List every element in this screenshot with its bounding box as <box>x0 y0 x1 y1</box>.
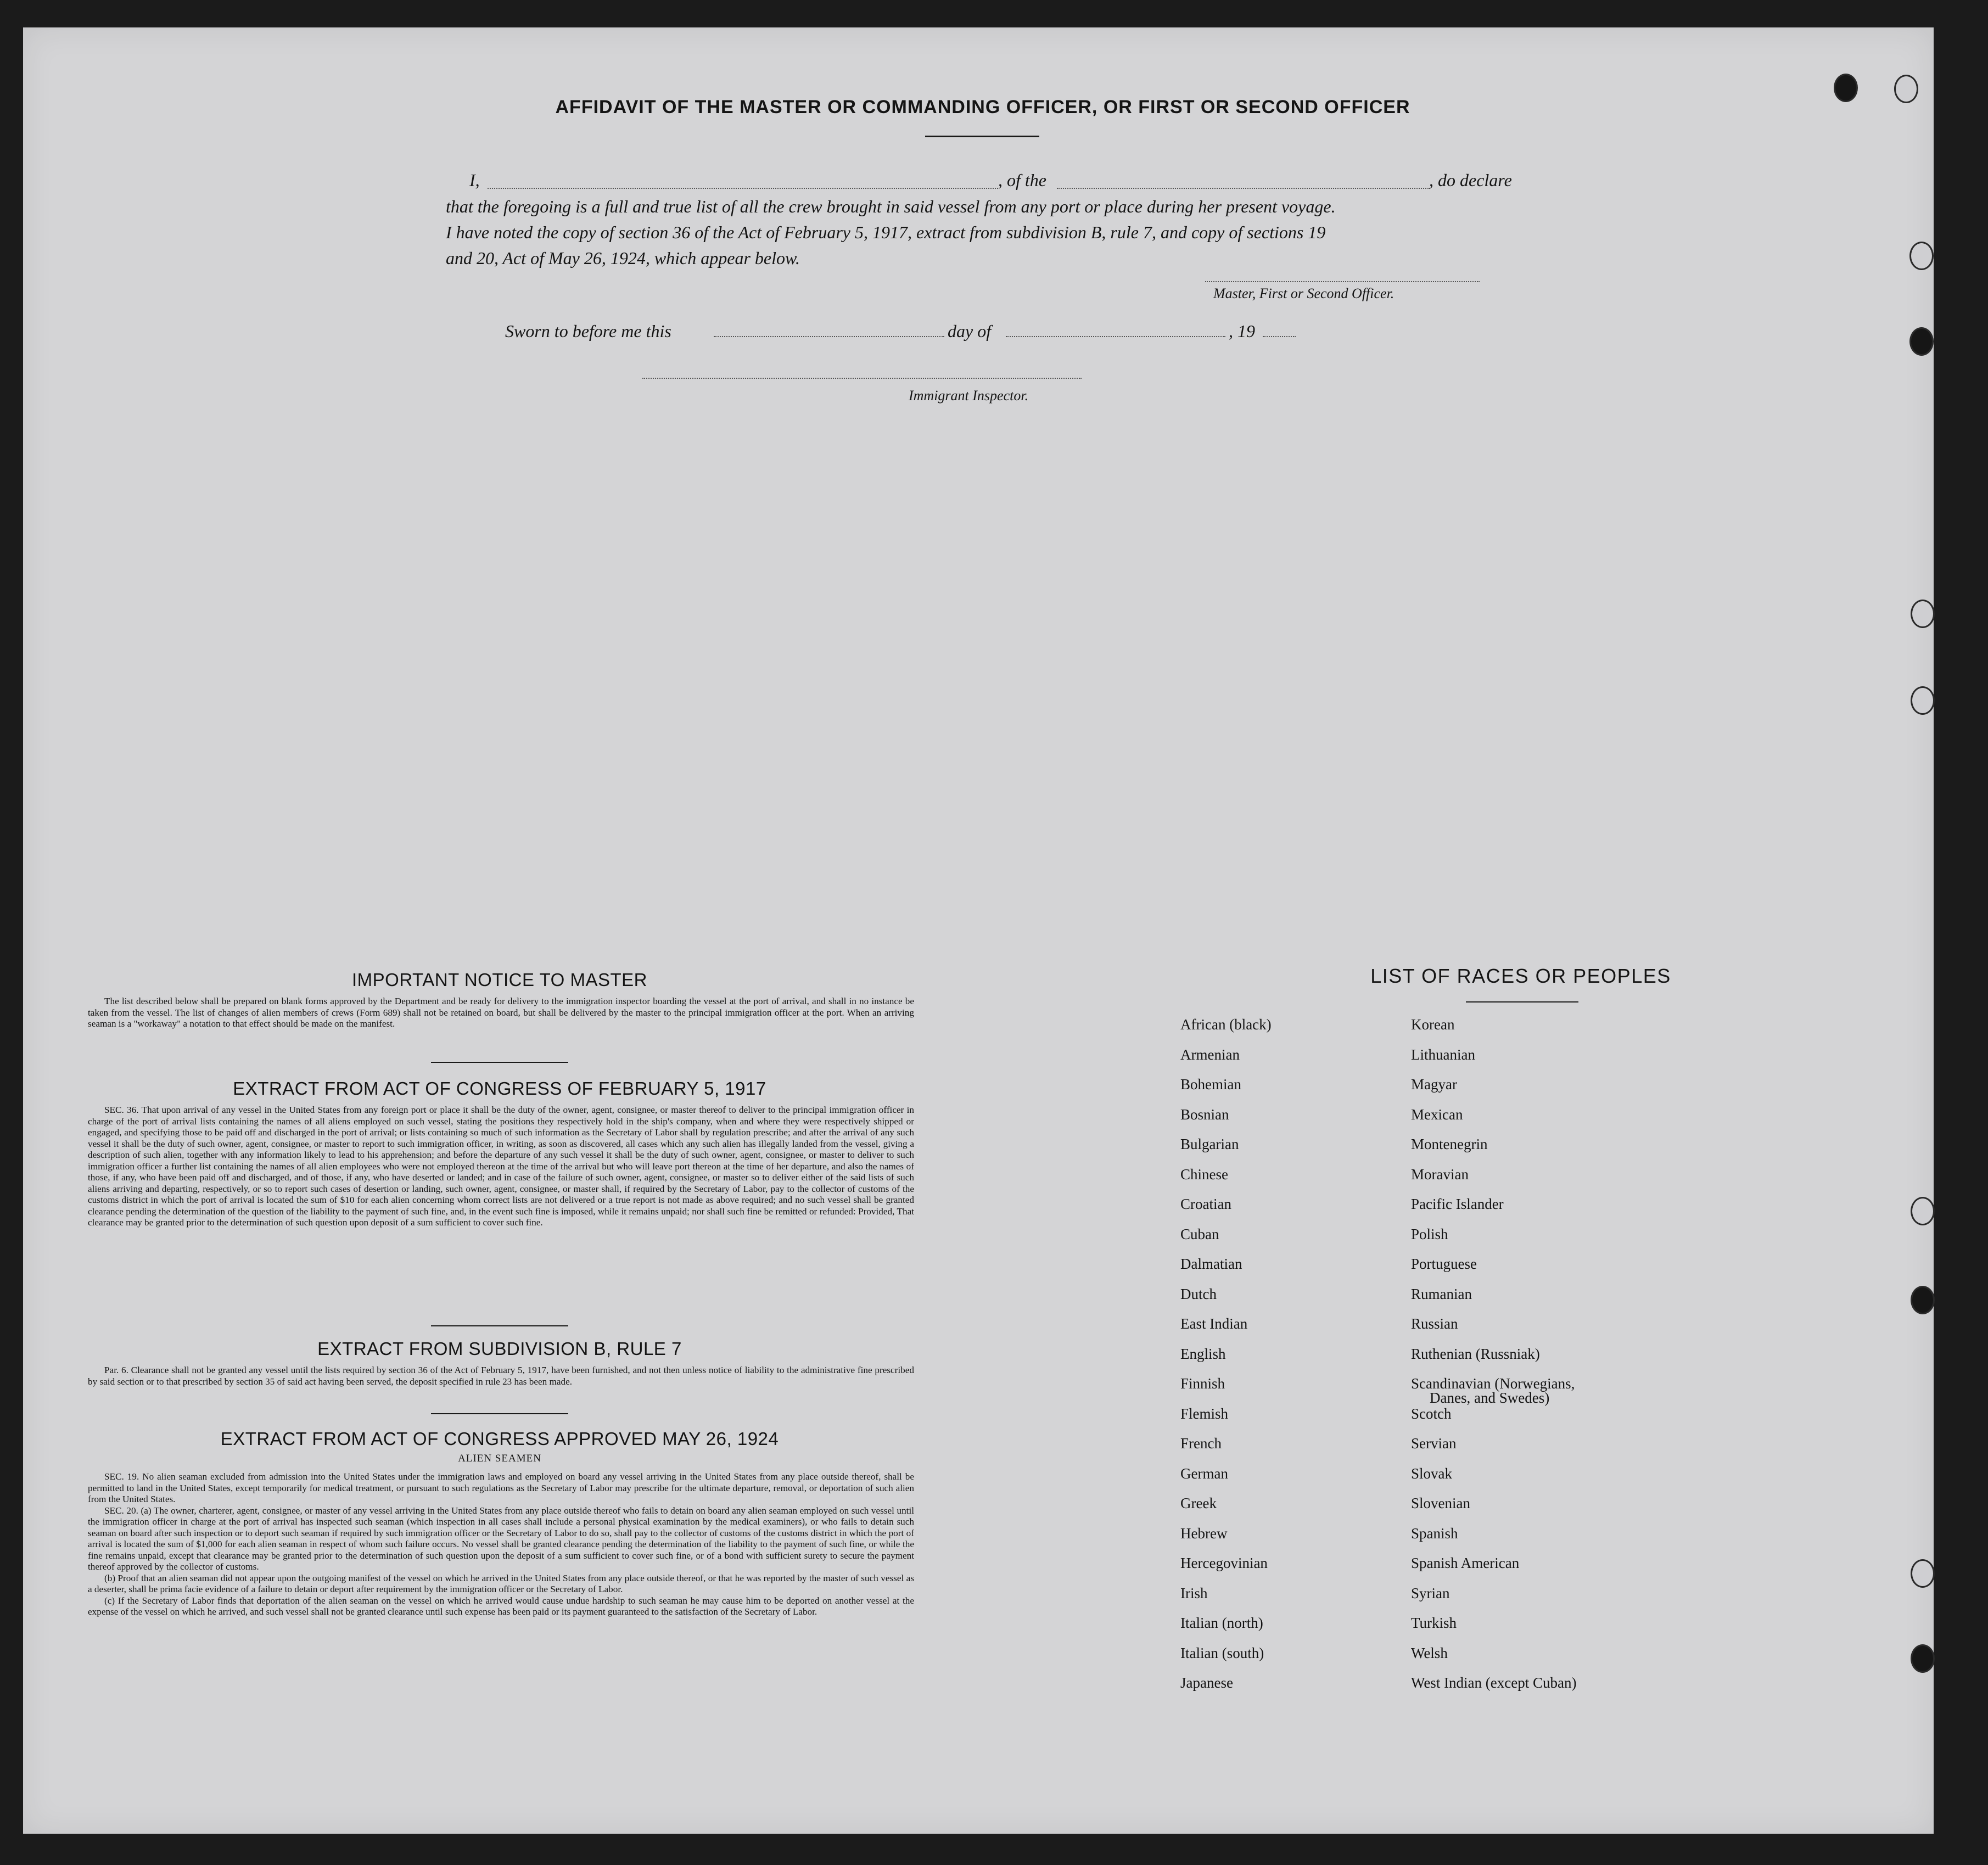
sec19-paragraph: SEC. 19. No alien seaman excluded from admission into the United States under the immigration laws and employed on board any vessel arriving in the United States from any place outside thereof, shall be permitted to land in the United States, except temporarily for medical treatment, or pursuant to such regulations as the Secretary of Labor may prescribe for the ultimate departure, removal, or deportation of such alien from the United States. <box>88 1471 914 1504</box>
inspector-signature-label: Immigrant Inspector. <box>909 388 1029 404</box>
race-item: Italian (south) <box>1180 1644 1264 1661</box>
affidavit-body-line2: I have noted the copy of section 36 of the Act of February 5, 1917, extract from subdivision B, rule 7, and copy of sections 19 <box>446 222 1326 242</box>
extract-rule7-heading: EXTRACT FROM SUBDIVISION B, RULE 7 <box>317 1338 682 1359</box>
race-item: Korean <box>1411 1016 1455 1033</box>
title-divider <box>925 136 1039 137</box>
race-item: Polish <box>1411 1225 1448 1242</box>
extract-1917-text <box>88 1105 914 1229</box>
race-item: Irish <box>1180 1584 1208 1601</box>
race-item: Bosnian <box>1180 1106 1229 1123</box>
race-item: Dutch <box>1180 1285 1217 1302</box>
master-signature-field[interactable] <box>1205 281 1480 282</box>
bleed-mark <box>1812 417 1894 434</box>
extract-1917-paragraph: SEC. 36. That upon arrival of any vessel in the United States from any foreign port or place it shall be the duty of the owner, agent, consignee, or master thereof to deliver to the principal immigration officer in charge of the port of arrival lists containing the names of all aliens employed on such vessel, stating the positions they respectively hold in the ship's company, when and where they were respectively shipped or engaged, and specifying those to be paid off and discharged in the port of arrival; or lists containing so much of such information as the Secretary of Labor shall by regulation prescribe; and after the arrival of any such vessel it shall be the duty of such owner, agent, consignee, or master to report to such immigration officer, in writing, as soon as discovered, all cases which any such alien has illegally landed from the vessel, giving a description of such alien, together with any information likely to lead to his apprehension; and before the departure of any such vessel it shall be the duty of such owner, agent, consignee, or master to deliver to such immigration officer a further list containing the names of all alien employees who were not employed thereon at the time of the arrival but who will leave port thereon at the time of her departure, and also the names of those, if any, who have been paid off and discharged, and of those, if any, who have deserted or landed; and in case of the failure of such owner, agent, consignee, or master so to deliver either of the said lists of such aliens arriving and departing, respectively, or so to report such cases of desertion or landing, such owner, agent, consignee, or master shall, if required by the Secretary of Labor, pay to the collector of customs of the customs district in which the port of arrival is located the sum of $10 for each alien concerning whom correct lists are not delivered or a true report is not made as above required; and no such vessel shall be granted clearance pending the determination of the question of the liability to the payment of such fine, and, in the event such fine is imposed, while it remains unpaid; nor shall such fine be remitted or refunded: Provided, That clearance may be granted prior to the determination of such question upon deposit of a sum sufficient to cover such fine. <box>88 1105 914 1228</box>
race-item: Rumanian <box>1411 1285 1472 1302</box>
binder-hole-icon <box>1911 1559 1935 1588</box>
declarant-label: I, <box>469 170 480 190</box>
race-item: Hercegovinian <box>1180 1555 1268 1571</box>
affidavit-title: AFFIDAVIT OF THE MASTER OR COMMANDING OFFICER, OR FIRST OR SECOND OFFICER <box>555 97 1410 117</box>
races-heading: LIST OF RACES OR PEOPLES <box>1370 965 1671 987</box>
sec20a-paragraph: SEC. 20. (a) The owner, charterer, agent, consignee, or master of any vessel arriving in the United States from any place outside thereof who fails to detain on board any alien seaman employed on such vessel until the immigration officer in charge at the port of arrival has inspected such seaman (which inspection in all cases shall include a personal physical examination by the medical examiners), or who fails to detain such seaman on board after such inspection or to deport such seaman if required by such immigration officer or the Secretary of Labor to do so, shall pay to the collector of customs of the customs district in which the port of arrival is located the sum of $1,000 for each alien seaman in respect of whom such failure occurs. No vessel shall be granted clearance pending the determination of the liability to the payment of such fine, or while the fine remains unpaid, except that clearance may be granted prior to the determination of such question upon the deposit of a sum sufficient to cover such fine, or of a bond with sufficient surety to secure the payment thereof approved by the collector of customs. <box>88 1505 914 1572</box>
binder-hole-icon <box>1909 327 1934 356</box>
race-item: French <box>1180 1435 1222 1452</box>
year-label: , 19 <box>1229 321 1255 341</box>
race-item: Hebrew <box>1180 1525 1228 1542</box>
race-item: English <box>1180 1345 1226 1362</box>
affidavit-body-line1: that the foregoing is a full and true list of all the crew brought in said vessel from any port or place during her present voyage. <box>446 197 1336 216</box>
race-item: Scotch <box>1411 1405 1452 1422</box>
race-item: Dalmatian <box>1180 1256 1242 1272</box>
binder-hole-icon <box>1894 75 1918 103</box>
section-divider <box>431 1413 568 1414</box>
affidavit-body-line3: and 20, Act of May 26, 1924, which appear below. <box>446 248 800 268</box>
race-item: Turkish <box>1411 1615 1457 1631</box>
race-item: Italian (north) <box>1180 1615 1263 1631</box>
extract-rule7-text <box>88 1365 914 1387</box>
sec20c-paragraph: (c) If the Secretary of Labor finds that deportation of the alien seaman on the vessel on which he arrived would cause undue hardship to such seaman he may cause him to be deported on another vessel at the expense of the vessel on which he arrived, and such vessel shall not be granted clearance until such expense has been paid or its payment guaranteed to the satisfaction of the Secretary of Labor. <box>88 1595 914 1617</box>
of-the-label: , of the <box>998 170 1046 190</box>
sworn-year-field[interactable] <box>1263 336 1296 337</box>
binder-hole-icon <box>1911 600 1935 628</box>
race-item: Spanish American <box>1411 1555 1520 1571</box>
race-item: Russian <box>1411 1315 1458 1332</box>
day-of-label: day of <box>948 321 992 341</box>
sworn-label: Sworn to before me this <box>505 321 671 341</box>
race-item: German <box>1180 1465 1228 1482</box>
section-divider <box>431 1325 568 1326</box>
race-item: Danes, and Swedes) <box>1430 1390 1550 1406</box>
sworn-month-field[interactable] <box>1006 336 1225 337</box>
notice-paragraph: The list described below shall be prepared on blank forms approved by the Department and be ready for delivery to the immigration inspector boarding the vessel at the port of arrival, and shall in no instance be taken from the vessel. The list of changes of alien members of crews (Form 689) shall not be retained on board, but shall be delivered by the master to the principal immigration officer at the port. When an arriving seaman is a "workaway" a notation to that effect should be made on the manifest. <box>88 996 914 1029</box>
race-item: Spanish <box>1411 1525 1458 1542</box>
race-item: Chinese <box>1180 1166 1228 1183</box>
race-item: Slovenian <box>1411 1495 1470 1511</box>
inspector-signature-field[interactable] <box>642 378 1082 379</box>
master-signature-label: Master, First or Second Officer. <box>1213 285 1395 301</box>
notice-heading: IMPORTANT NOTICE TO MASTER <box>351 970 647 990</box>
notice-text <box>88 996 914 1030</box>
race-item: Bohemian <box>1180 1076 1241 1093</box>
extract-1924-text <box>88 1471 914 1618</box>
do-declare-label: , do declare <box>1429 170 1512 190</box>
alien-seamen-subheading: ALIEN SEAMEN <box>458 1453 541 1464</box>
race-item: Greek <box>1180 1495 1217 1511</box>
binder-hole-icon <box>1909 242 1934 270</box>
extract-rule7-paragraph: Par. 6. Clearance shall not be granted any vessel until the lists required by section 36 of the Act of February 5, 1917, have been furnished, and not then unless notice of liability to the administrative fine prescribed by said section or to that prescribed by section 35 of said act having been served, the deposit specified in rule 23 has been made. <box>88 1365 914 1387</box>
binder-hole-icon <box>1911 1197 1935 1225</box>
race-item: Pacific Islander <box>1411 1196 1504 1212</box>
race-item: Welsh <box>1411 1644 1448 1661</box>
race-item: West Indian (except Cuban) <box>1411 1674 1577 1691</box>
race-item: Slovak <box>1411 1465 1453 1482</box>
section-divider <box>431 1062 568 1063</box>
extract-1917-heading: EXTRACT FROM ACT OF CONGRESS OF FEBRUARY 5, 1917 <box>233 1078 766 1099</box>
race-item: Flemish <box>1180 1405 1229 1422</box>
race-item: Mexican <box>1411 1106 1463 1123</box>
race-item: Finnish <box>1180 1375 1225 1392</box>
vessel-name-field[interactable] <box>1057 188 1430 189</box>
race-item: Servian <box>1411 1435 1457 1452</box>
race-item: Ruthenian (Russniak) <box>1411 1345 1540 1362</box>
race-item: Cuban <box>1180 1225 1219 1242</box>
race-item: African (black) <box>1180 1016 1272 1033</box>
extract-1924-heading: EXTRACT FROM ACT OF CONGRESS APPROVED MAY 26, 1924 <box>220 1429 779 1449</box>
sworn-day-field[interactable] <box>714 336 944 337</box>
race-item: Syrian <box>1411 1584 1450 1601</box>
races-divider <box>1466 1001 1578 1002</box>
binder-hole-icon <box>1911 1286 1935 1314</box>
race-item: Scandinavian (Norwegians, <box>1411 1375 1575 1392</box>
race-item: Japanese <box>1180 1674 1233 1691</box>
sec20b-paragraph: (b) Proof that an alien seaman did not appear upon the outgoing manifest of the vessel on which he arrived in the United States from any place outside thereof, or that he was reported by the master of such vessel as a deserter, shall be prima facie evidence of a failure to detain or deport after requirement by the immigration officer or the Secretary of Labor. <box>88 1572 914 1594</box>
race-item: Montenegrin <box>1411 1136 1488 1152</box>
race-item: Bulgarian <box>1180 1136 1239 1152</box>
binder-hole-icon <box>1911 1644 1935 1673</box>
race-item: Lithuanian <box>1411 1046 1475 1063</box>
binder-hole-icon <box>1911 686 1935 715</box>
binder-hole-icon <box>1834 74 1858 102</box>
race-item: Moravian <box>1411 1166 1469 1183</box>
declarant-name-field[interactable] <box>488 188 998 189</box>
race-item: East Indian <box>1180 1315 1248 1332</box>
race-item: Magyar <box>1411 1076 1457 1093</box>
race-item: Portuguese <box>1411 1256 1477 1272</box>
race-item: Croatian <box>1180 1196 1231 1212</box>
race-item: Armenian <box>1180 1046 1240 1063</box>
